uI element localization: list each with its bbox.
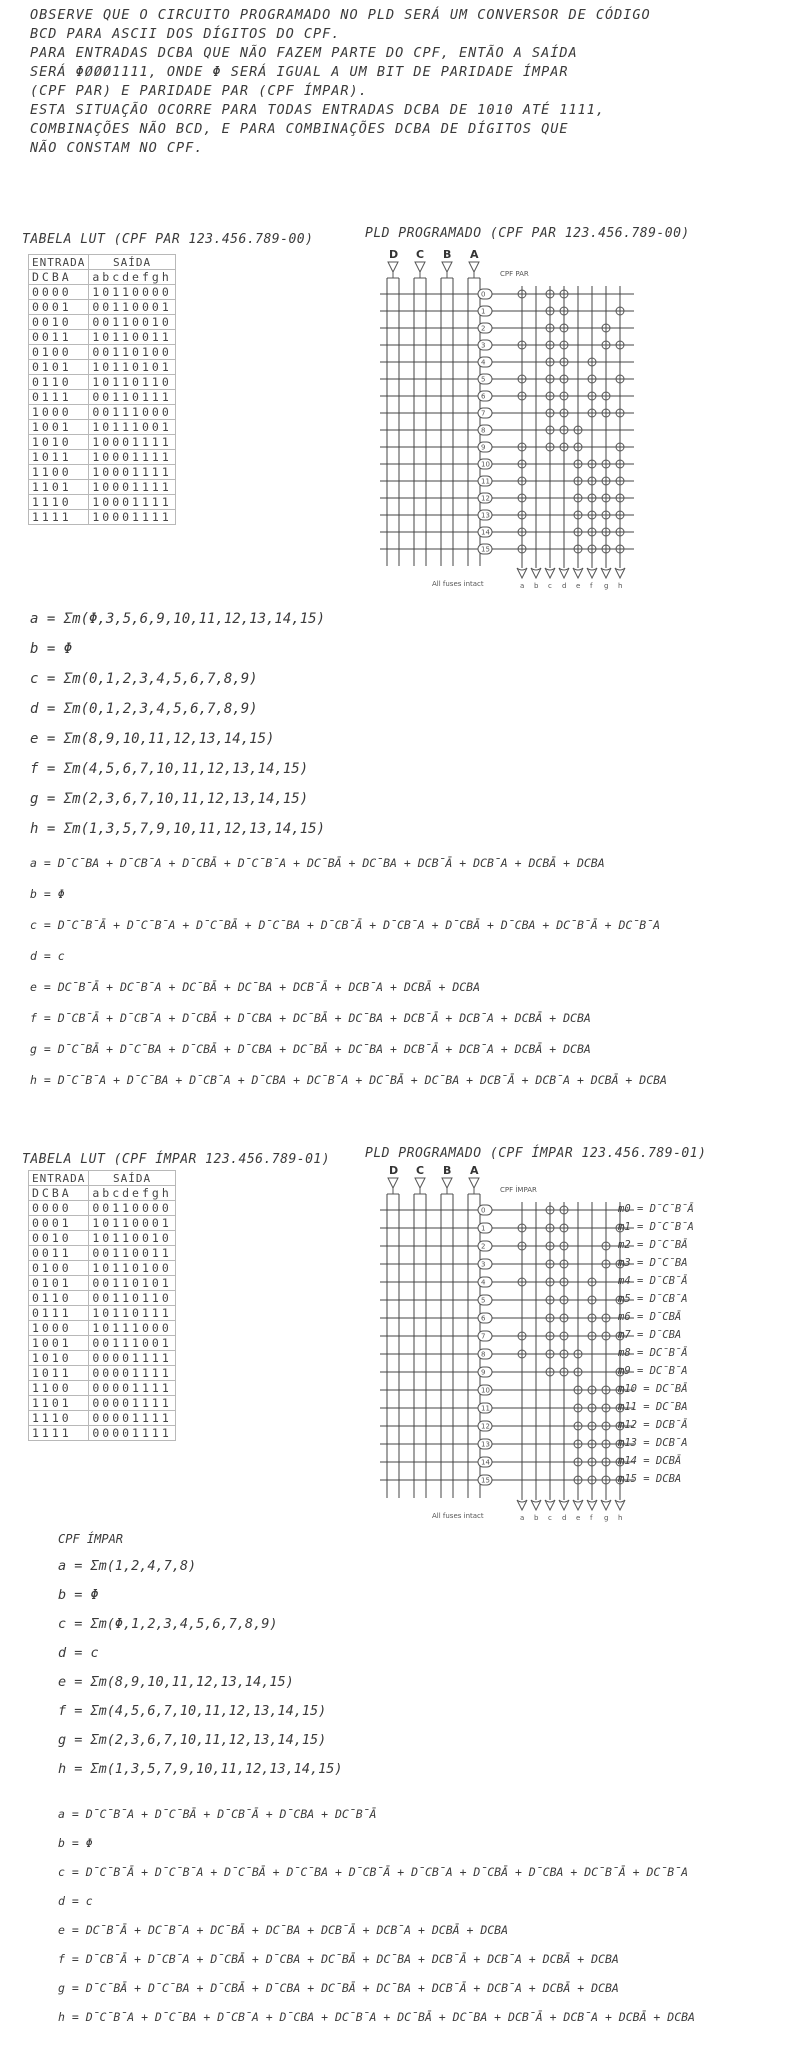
pld-title-impar: PLD PROGRAMADO (CPF ÍMPAR 123.456.789-01)	[365, 1146, 707, 1161]
pld-input-label: B	[443, 248, 452, 261]
pld-caption: CPF ÍMPAR	[500, 1186, 537, 1194]
expr-eq: d = c	[58, 1894, 93, 1908]
expr-eq: h = D̄C̄B̄A + D̄C̄BA + D̄CB̄A + D̄CBA + DC̄B̄A + DC̄BĀ + DC̄BA + DCB̄Ā + DCB̄A + DCBĀ + DCBA	[30, 1073, 667, 1087]
output-label: e	[576, 1514, 581, 1522]
lut-header-cell: ENTRADA	[29, 1171, 89, 1186]
minterm-label: m15 = DCBA	[618, 1473, 682, 1485]
term-label: 2	[481, 1242, 486, 1251]
input-cell: 1100	[29, 1381, 89, 1396]
minterm-label: m12 = DCB̄Ā	[618, 1419, 688, 1431]
input-buffer-icon	[388, 262, 398, 272]
output-label: h	[618, 1514, 623, 1522]
term-label: 11	[481, 1404, 490, 1413]
input-cell: 1010	[29, 435, 89, 450]
or-gate-icon	[615, 568, 625, 578]
expr-eq: f = D̄CB̄Ā + D̄CB̄A + D̄CBĀ + D̄CBA + DC̄BĀ + DC̄BA + DCB̄Ā + DCB̄A + DCBĀ + DCBA	[58, 1952, 619, 1966]
sum-eq: b = Φ	[58, 1587, 99, 1603]
output-cell: 10110100	[89, 1261, 175, 1276]
expr-eq: g = D̄C̄BĀ + D̄C̄BA + D̄CBĀ + D̄CBA + DC̄BĀ + DC̄BA + DCB̄Ā + DCB̄A + DCBĀ + DCBA	[58, 1981, 619, 1995]
table-row	[29, 1396, 176, 1411]
sum-eq: e = Σm(8,9,10,11,12,13,14,15)	[30, 731, 275, 747]
input-cell: 0101	[29, 360, 89, 375]
expr-eq: c = D̄C̄B̄Ā + D̄C̄B̄A + D̄C̄BĀ + D̄C̄BA + D̄CB̄Ā + D̄CB̄A + D̄CBĀ + D̄CBA + DC̄B̄Ā + DC̄B̄A	[58, 1865, 689, 1879]
or-gate-icon	[545, 1500, 555, 1510]
output-label: h	[618, 582, 623, 590]
input-buffer-icon	[442, 262, 452, 272]
lut-header-cell: SAÍDA	[89, 1171, 175, 1186]
output-cell: 10001111	[89, 495, 175, 510]
minterm-label: m1 = D̄C̄B̄A	[618, 1221, 694, 1233]
term-label: 3	[481, 1260, 486, 1269]
lut-subheader-cell: abcdefgh	[89, 270, 175, 285]
or-gate-icon	[573, 568, 583, 578]
term-label: 1	[481, 1224, 486, 1233]
output-cell: 00110111	[89, 390, 175, 405]
table-row	[29, 1426, 176, 1441]
input-buffer-icon	[415, 262, 425, 272]
output-cell: 00001111	[89, 1351, 175, 1366]
term-label: 4	[481, 1278, 486, 1287]
term-label: 1	[481, 307, 486, 316]
sum-eq: f = Σm(4,5,6,7,10,11,12,13,14,15)	[30, 761, 309, 777]
output-label: b	[534, 582, 539, 590]
term-label: 10	[481, 460, 490, 469]
input-buffer-icon	[415, 1178, 425, 1188]
table-row	[29, 360, 176, 375]
expr-eq: b = Φ	[58, 1836, 93, 1850]
output-cell: 00111000	[89, 405, 175, 420]
table-row	[29, 1291, 176, 1306]
input-cell: 1010	[29, 1351, 89, 1366]
output-label: a	[520, 1514, 525, 1522]
expr-eq: a = D̄C̄B̄A + D̄C̄BĀ + D̄CB̄Ā + D̄CBA + DC̄B̄Ā	[58, 1807, 377, 1821]
sum-eq: h = Σm(1,3,5,7,9,10,11,12,13,14,15)	[58, 1761, 343, 1777]
minterm-label: m5 = D̄CB̄A	[618, 1293, 688, 1305]
expr-eq: g = D̄C̄BĀ + D̄C̄BA + D̄CBĀ + D̄CBA + DC̄BĀ + DC̄BA + DCB̄Ā + DCB̄A + DCBĀ + DCBA	[30, 1042, 591, 1056]
table-row	[29, 390, 176, 405]
term-label: 0	[481, 1206, 486, 1215]
table-row	[29, 1246, 176, 1261]
input-cell: 0100	[29, 1261, 89, 1276]
table-row	[29, 450, 176, 465]
output-cell: 10001111	[89, 435, 175, 450]
minterm-label: m11 = DC̄BA	[618, 1401, 688, 1413]
output-cell: 00001111	[89, 1396, 175, 1411]
output-label: g	[604, 1514, 609, 1522]
input-cell: 1001	[29, 420, 89, 435]
or-gate-icon	[559, 568, 569, 578]
intro-line: SERÁ ΦØØØ1111, ONDE Φ SERÁ IGUAL A UM BIT DE PARIDADE ÍMPAR	[30, 64, 569, 80]
term-label: 2	[481, 324, 486, 333]
pld-input-label: A	[470, 248, 479, 261]
lut-header	[29, 255, 176, 270]
table-row	[29, 435, 176, 450]
lut-title-impar: TABELA LUT (CPF ÍMPAR 123.456.789-01)	[22, 1152, 331, 1167]
table-row	[29, 1201, 176, 1216]
input-cell: 1110	[29, 495, 89, 510]
sum-eq: d = c	[58, 1645, 99, 1661]
term-label: 13	[481, 511, 490, 520]
table-row	[29, 480, 176, 495]
term-label: 11	[481, 477, 490, 486]
table-row	[29, 285, 176, 300]
term-label: 13	[481, 1440, 490, 1449]
intro-line: COMBINAÇÕES NÃO BCD, E PARA COMBINAÇÕES DCBA DE DÍGITOS QUE	[30, 121, 569, 137]
term-label: 6	[481, 392, 486, 401]
term-label: 10	[481, 1386, 490, 1395]
output-label: f	[590, 582, 593, 590]
fuses-label: All fuses intact	[432, 580, 484, 588]
output-label: e	[576, 582, 581, 590]
lut-subheader	[29, 270, 176, 285]
term-label: 0	[481, 290, 486, 299]
term-label: 9	[481, 1368, 486, 1377]
pld-input-label: C	[416, 1164, 425, 1177]
table-row	[29, 1306, 176, 1321]
intro-line: ESTA SITUAÇÃO OCORRE PARA TODAS ENTRADAS DCBA DE 1010 ATÉ 1111,	[30, 102, 606, 118]
or-gate-icon	[615, 1500, 625, 1510]
input-cell: 0111	[29, 1306, 89, 1321]
output-label: c	[548, 582, 552, 590]
pld-input-label: D	[389, 1164, 399, 1177]
sum-eq: g = Σm(2,3,6,7,10,11,12,13,14,15)	[58, 1732, 327, 1748]
output-cell: 10110101	[89, 360, 175, 375]
term-label: 5	[481, 1296, 486, 1305]
lut-header	[29, 1171, 176, 1186]
table-row	[29, 330, 176, 345]
input-cell: 0111	[29, 390, 89, 405]
table-row	[29, 510, 176, 525]
output-cell: 10001111	[89, 510, 175, 525]
output-cell: 10001111	[89, 480, 175, 495]
expr-eq: e = DC̄B̄Ā + DC̄B̄A + DC̄BĀ + DC̄BA + DCB̄Ā + DCB̄A + DCBĀ + DCBA	[58, 1923, 509, 1937]
output-cell: 00110010	[89, 315, 175, 330]
term-label: 5	[481, 375, 486, 384]
input-cell: 1110	[29, 1411, 89, 1426]
expr-eq: h = D̄C̄B̄A + D̄C̄BA + D̄CB̄A + D̄CBA + DC̄B̄A + DC̄BĀ + DC̄BA + DCB̄Ā + DCB̄A + DCBĀ + DCBA	[58, 2010, 695, 2024]
input-cell: 0001	[29, 300, 89, 315]
input-cell: 0000	[29, 285, 89, 300]
or-gate-icon	[545, 568, 555, 578]
pld-input-label: A	[470, 1164, 479, 1177]
lut-header-cell: ENTRADA	[29, 255, 89, 270]
input-cell: 0101	[29, 1276, 89, 1291]
pld-input-label: B	[443, 1164, 452, 1177]
output-cell: 10001111	[89, 450, 175, 465]
output-cell: 10001111	[89, 465, 175, 480]
input-cell: 0010	[29, 315, 89, 330]
or-gate-icon	[531, 1500, 541, 1510]
or-gate-icon	[573, 1500, 583, 1510]
or-gate-icon	[517, 1500, 527, 1510]
sum-eq: g = Σm(2,3,6,7,10,11,12,13,14,15)	[30, 791, 309, 807]
output-label: g	[604, 582, 609, 590]
lut-subheader	[29, 1186, 176, 1201]
minterm-label: m9 = DC̄B̄A	[618, 1365, 688, 1377]
term-label: 6	[481, 1314, 486, 1323]
input-cell: 0011	[29, 330, 89, 345]
or-gate-icon	[587, 1500, 597, 1510]
input-cell: 1011	[29, 450, 89, 465]
pld-title-par: PLD PROGRAMADO (CPF PAR 123.456.789-00)	[365, 226, 690, 241]
intro-line: (CPF PAR) E PARIDADE PAR (CPF ÍMPAR).	[30, 83, 368, 99]
table-row	[29, 405, 176, 420]
table-row	[29, 345, 176, 360]
intro-text	[30, 6, 651, 158]
input-cell: 1101	[29, 1396, 89, 1411]
term-label: 15	[481, 1476, 490, 1485]
expr-eq: e = DC̄B̄Ā + DC̄B̄A + DC̄BĀ + DC̄BA + DCB̄Ā + DCB̄A + DCBĀ + DCBA	[30, 980, 481, 994]
input-cell: 1011	[29, 1366, 89, 1381]
lut-title-par: TABELA LUT (CPF PAR 123.456.789-00)	[22, 232, 314, 247]
output-label: f	[590, 1514, 593, 1522]
or-gate-icon	[587, 568, 597, 578]
input-cell: 0000	[29, 1201, 89, 1216]
table-row	[29, 495, 176, 510]
table-row	[29, 1216, 176, 1231]
term-label: 9	[481, 443, 486, 452]
expr-eq: d = c	[30, 949, 65, 963]
input-cell: 1000	[29, 405, 89, 420]
term-label: 15	[481, 545, 490, 554]
expr-eq: c = D̄C̄B̄Ā + D̄C̄B̄A + D̄C̄BĀ + D̄C̄BA + D̄CB̄Ā + D̄CB̄A + D̄CBĀ + D̄CBA + DC̄B̄Ā + DC̄B̄A	[30, 918, 661, 932]
output-cell: 00110100	[89, 345, 175, 360]
output-cell: 10110010	[89, 1231, 175, 1246]
sum-eq: d = Σm(0,1,2,3,4,5,6,7,8,9)	[30, 701, 258, 717]
expr-eq: a = D̄C̄BA + D̄CB̄A + D̄CBĀ + D̄C̄B̄A + DC̄BĀ + DC̄BA + DCB̄Ā + DCB̄A + DCBĀ + DCBA	[30, 856, 605, 870]
input-buffer-icon	[442, 1178, 452, 1188]
intro-line: BCD PARA ASCII DOS DÍGITOS DO CPF.	[30, 26, 341, 42]
lut-table-impar	[28, 1170, 176, 1441]
or-gate-icon	[531, 568, 541, 578]
input-cell: 0110	[29, 375, 89, 390]
minterm-label: m14 = DCBĀ	[618, 1455, 682, 1467]
table-row	[29, 1261, 176, 1276]
table-row	[29, 420, 176, 435]
pld-diagram-par	[360, 248, 660, 590]
input-buffer-icon	[469, 1178, 479, 1188]
table-row	[29, 465, 176, 480]
input-cell: 1000	[29, 1321, 89, 1336]
output-cell: 00110011	[89, 1246, 175, 1261]
sum-list-impar	[58, 1552, 342, 1784]
table-row	[29, 1321, 176, 1336]
output-label: d	[562, 582, 567, 590]
sum-eq: a = Σm(Φ,3,5,6,9,10,11,12,13,14,15)	[30, 611, 326, 627]
output-cell: 10110110	[89, 375, 175, 390]
input-cell: 1101	[29, 480, 89, 495]
output-cell: 00110001	[89, 300, 175, 315]
output-cell: 10111001	[89, 420, 175, 435]
input-cell: 0100	[29, 345, 89, 360]
output-cell: 10110011	[89, 330, 175, 345]
output-cell: 00001111	[89, 1426, 175, 1441]
fuses-label: All fuses intact	[432, 1512, 484, 1520]
output-cell: 10110000	[89, 285, 175, 300]
input-cell: 0110	[29, 1291, 89, 1306]
or-gate-icon	[559, 1500, 569, 1510]
output-label: a	[520, 582, 525, 590]
table-row	[29, 300, 176, 315]
or-gate-icon	[517, 568, 527, 578]
output-label: b	[534, 1514, 539, 1522]
expr-eq: f = D̄CB̄Ā + D̄CB̄A + D̄CBĀ + D̄CBA + DC̄BĀ + DC̄BA + DCB̄Ā + DCB̄A + DCBĀ + DCBA	[30, 1011, 591, 1025]
input-cell: 1100	[29, 465, 89, 480]
lut-table-par	[28, 254, 176, 525]
output-label: d	[562, 1514, 567, 1522]
output-cell: 00110000	[89, 1201, 175, 1216]
term-label: 3	[481, 341, 486, 350]
minterm-label: m8 = DC̄B̄Ā	[618, 1347, 688, 1359]
lut-header-cell: SAÍDA	[89, 255, 175, 270]
term-label: 7	[481, 409, 486, 418]
sum-list-par	[30, 604, 325, 844]
table-row	[29, 1276, 176, 1291]
intro-line: NÃO CONSTAM NO CPF.	[30, 140, 204, 156]
sum-eq: c = Σm(0,1,2,3,4,5,6,7,8,9)	[30, 671, 258, 687]
or-gate-icon	[601, 568, 611, 578]
output-label: c	[548, 1514, 552, 1522]
table-row	[29, 315, 176, 330]
pld-input-label: C	[416, 248, 425, 261]
output-cell: 00111001	[89, 1336, 175, 1351]
output-cell: 00110101	[89, 1276, 175, 1291]
cpf-impar-label: CPF ÍMPAR	[58, 1532, 124, 1546]
table-row	[29, 1366, 176, 1381]
table-row	[29, 375, 176, 390]
sum-eq: b = Φ	[30, 641, 73, 657]
sum-eq: e = Σm(8,9,10,11,12,13,14,15)	[58, 1674, 294, 1690]
minterm-label: m10 = DC̄BĀ	[618, 1383, 688, 1395]
table-row	[29, 1336, 176, 1351]
or-gate-icon	[601, 1500, 611, 1510]
input-buffer-icon	[388, 1178, 398, 1188]
input-cell: 0010	[29, 1231, 89, 1246]
input-cell: 1111	[29, 510, 89, 525]
sum-eq: a = Σm(1,2,4,7,8)	[58, 1558, 197, 1574]
minterm-label: m3 = D̄C̄BA	[618, 1257, 688, 1269]
minterm-label: m6 = D̄CBĀ	[618, 1311, 682, 1323]
lut-subheader-cell: DCBA	[29, 270, 89, 285]
term-label: 4	[481, 358, 486, 367]
table-row	[29, 1411, 176, 1426]
minterm-label: m7 = D̄CBA	[618, 1329, 682, 1341]
expr-eq: b = Φ	[30, 887, 65, 901]
term-label: 7	[481, 1332, 486, 1341]
input-cell: 1111	[29, 1426, 89, 1441]
pld-diagram-impar	[360, 1164, 630, 1524]
output-cell: 00110110	[89, 1291, 175, 1306]
pld-caption: CPF PAR	[500, 270, 529, 278]
output-cell: 00001111	[89, 1381, 175, 1396]
term-label: 8	[481, 426, 486, 435]
expr-list-impar	[58, 1800, 695, 2032]
intro-line: OBSERVE QUE O CIRCUITO PROGRAMADO NO PLD SERÁ UM CONVERSOR DE CÓDIGO	[30, 7, 651, 23]
output-cell: 10111000	[89, 1321, 175, 1336]
input-cell: 1001	[29, 1336, 89, 1351]
input-buffer-icon	[469, 262, 479, 272]
term-label: 12	[481, 494, 490, 503]
output-cell: 10110111	[89, 1306, 175, 1321]
term-label: 14	[481, 1458, 490, 1467]
output-cell: 00001111	[89, 1366, 175, 1381]
output-cell: 10110001	[89, 1216, 175, 1231]
lut-subheader-cell: DCBA	[29, 1186, 89, 1201]
minterm-label: m13 = DCB̄A	[618, 1437, 688, 1449]
sum-eq: c = Σm(Φ,1,2,3,4,5,6,7,8,9)	[58, 1616, 278, 1632]
table-row	[29, 1381, 176, 1396]
lut-subheader-cell: abcdefgh	[89, 1186, 175, 1201]
sum-eq: h = Σm(1,3,5,7,9,10,11,12,13,14,15)	[30, 821, 326, 837]
pld-input-label: D	[389, 248, 399, 261]
expr-list-par	[30, 848, 667, 1096]
minterm-label: m0 = D̄C̄B̄Ā	[618, 1203, 694, 1215]
input-cell: 0011	[29, 1246, 89, 1261]
term-label: 12	[481, 1422, 490, 1431]
table-row	[29, 1231, 176, 1246]
input-cell: 0001	[29, 1216, 89, 1231]
output-cell: 00001111	[89, 1411, 175, 1426]
minterm-label: m4 = D̄CB̄Ā	[618, 1275, 688, 1287]
sum-eq: f = Σm(4,5,6,7,10,11,12,13,14,15)	[58, 1703, 327, 1719]
minterm-label: m2 = D̄C̄BĀ	[618, 1239, 688, 1251]
term-label: 8	[481, 1350, 486, 1359]
intro-line: PARA ENTRADAS DCBA QUE NÃO FAZEM PARTE DO CPF, ENTÃO A SAÍDA	[30, 45, 578, 61]
term-label: 14	[481, 528, 490, 537]
table-row	[29, 1351, 176, 1366]
